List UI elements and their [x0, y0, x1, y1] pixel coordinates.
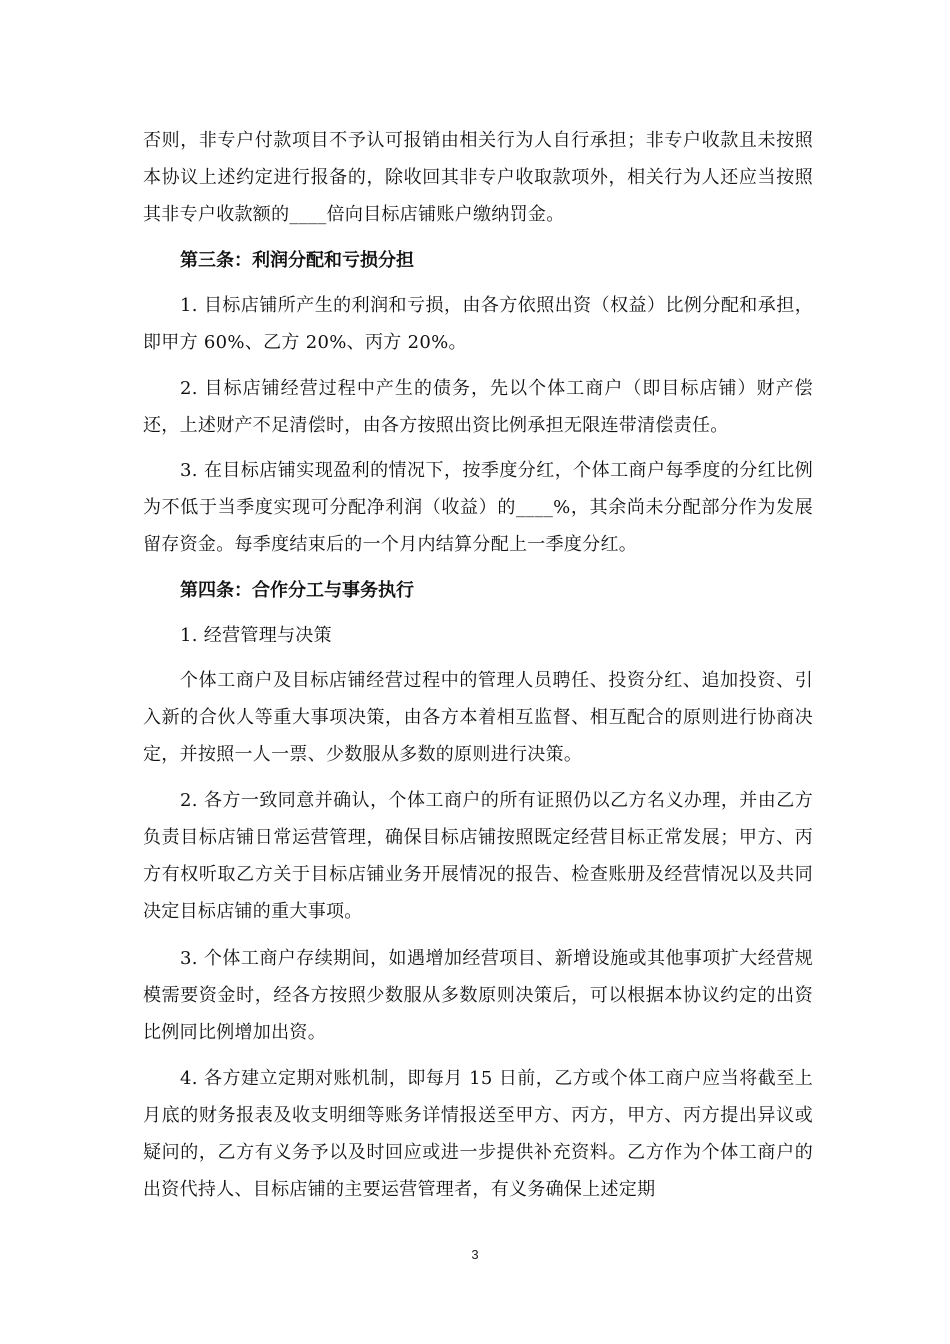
section-heading-article-3: 第三条：利润分配和亏损分担 [180, 250, 414, 271]
paragraph-4-4-reconciliation: 4. 各方建立定期对账机制，即每月 15 日前，乙方或个体工商户应当将截至上月底的财务报表及收支明细等账务详情报送至甲方、丙方，甲方、丙方提出异议或疑问的，乙方有义务予以及时回应或进一步提供补充资料。乙方作为个体工商户的出资代持人、目标店铺的主要运营管理者，有义务确保上述定期 [143, 1068, 813, 1200]
paragraph-3-3-dividends: 3. 在目标店铺实现盈利的情况下，按季度分红，个体工商户每季度的分红比例为不低于当季度实现可分配净利润（收益）的____%，其余尚未分配部分作为发展留存资金。每季度结束后的一个月内结算分配上一季度分红。 [143, 460, 813, 555]
paragraph-4-1-title: 1. 经营管理与决策 [180, 625, 332, 646]
paragraph-4-2-management: 2. 各方一致同意并确认，个体工商户的所有证照仍以乙方名义办理，并由乙方负责目标店铺日常运营管理，确保目标店铺按照既定经营目标正常发展；甲方、丙方有权听取乙方关于目标店铺业务开展情况的报告、检查账册及经营情况以及共同决定目标店铺的重大事项。 [143, 790, 813, 922]
paragraph-4-1-body: 个体工商户及目标店铺经营过程中的管理人员聘任、投资分红、追加投资、引入新的合伙人等重大事项决策，由各方本着相互监督、相互配合的原则进行协商决定，并按照一人一票、少数服从多数的原则进行决策。 [143, 670, 813, 765]
paragraph-3-1-profit-loss: 1. 目标店铺所产生的利润和亏损，由各方依照出资（权益）比例分配和承担，即甲方 60%、乙方 20%、丙方 20%。 [143, 295, 813, 353]
section-heading-article-4: 第四条：合作分工与事务执行 [180, 580, 414, 601]
paragraph-3-2-debts: 2. 目标店铺经营过程中产生的债务，先以个体工商户（即目标店铺）财产偿还，上述财产不足清偿时，由各方按照出资比例承担无限连带清偿责任。 [143, 378, 813, 436]
paragraph-4-3-capital-increase: 3. 个体工商户存续期间，如遇增加经营项目、新增设施或其他事项扩大经营规模需要资金时，经各方按照少数服从多数原则决策后，可以根据本协议约定的出资比例同比例增加出资。 [143, 948, 813, 1043]
page-number: 3 [471, 1247, 479, 1262]
paragraph-penalty-clause: 否则，非专户付款项目不予认可报销由相关行为人自行承担；非专户收款且未按照本协议上述约定进行报备的，除收回其非专户收取款项外，相关行为人还应当按照其非专户收款额的____倍向目标店铺账户缴纳罚金。 [143, 130, 813, 225]
